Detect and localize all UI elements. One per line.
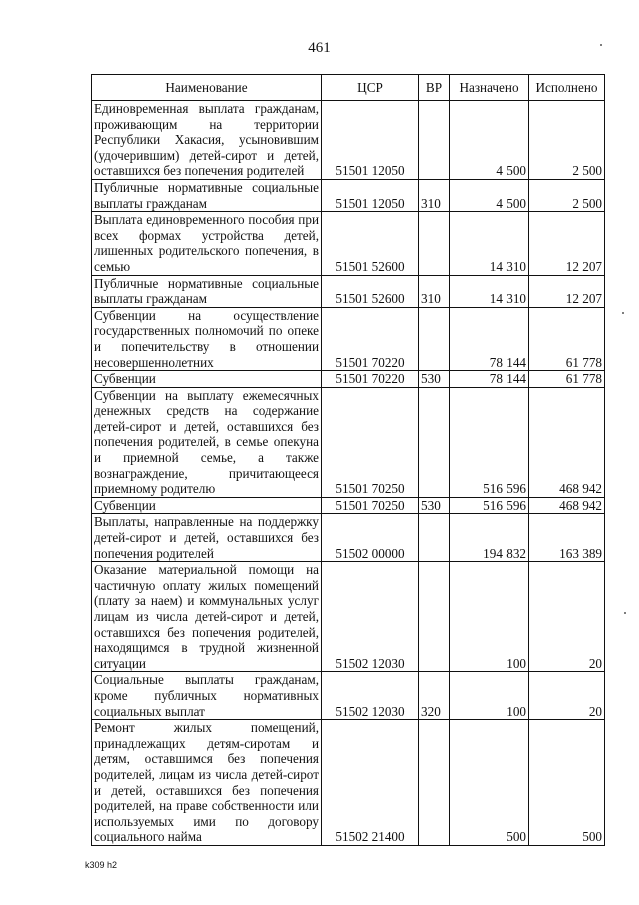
row-assigned: 14 310 [450,275,529,307]
table-row [92,101,605,180]
row-executed: 468 942 [529,387,605,497]
row-vr: 320 [419,672,450,720]
row-executed: 163 389 [529,514,605,562]
table-row [92,672,605,720]
row-vr: 310 [419,179,450,211]
row-csr: 51501 52600 [322,275,419,307]
row-name: Публичные нормативные социальные выплаты гражданам [92,275,322,307]
row-assigned: 14 310 [450,212,529,275]
row-vr: 530 [419,371,450,388]
row-vr [419,307,450,370]
row-assigned: 100 [450,672,529,720]
row-csr: 51502 00000 [322,514,419,562]
row-csr: 51501 52600 [322,212,419,275]
row-vr [419,562,450,672]
row-csr: 51501 12050 [322,101,419,180]
row-name: Выплаты, направленные на поддержку детей-сирот и детей, оставшихся без попечения родителей [92,514,322,562]
row-vr [419,101,450,180]
row-csr: 51501 70220 [322,307,419,370]
header-name: Наименование [92,75,322,101]
row-executed: 2 500 [529,179,605,211]
footer-code: k309 h2 [85,860,118,870]
row-csr: 51502 12030 [322,562,419,672]
row-executed: 61 778 [529,371,605,388]
table-row [92,720,605,846]
row-executed: 20 [529,562,605,672]
row-name: Ремонт жилых помещений, принадлежащих детям-сиротам и детям, оставшимся без попечения родителей, лицам из числа детей-сирот и детей, оставшихся без попечения родителей, на праве собственности или используемых ими по договору социального найма [92,720,322,846]
budget-table [91,74,605,846]
row-name: Выплата единовременного пособия при всех формах устройства детей, лишенных родительского попечения, в семью [92,212,322,275]
row-vr: 310 [419,275,450,307]
row-vr [419,514,450,562]
row-executed: 468 942 [529,497,605,514]
row-executed: 2 500 [529,101,605,180]
header-assigned: Назначено [450,75,529,101]
row-csr: 51501 70250 [322,387,419,497]
header-csr: ЦСР [322,75,419,101]
row-csr: 51501 70250 [322,497,419,514]
row-vr [419,387,450,497]
row-vr [419,720,450,846]
row-assigned: 516 596 [450,387,529,497]
page-number: 461 [308,40,331,56]
row-csr: 51501 70220 [322,371,419,388]
table-row [92,387,605,497]
row-assigned: 500 [450,720,529,846]
row-assigned: 78 144 [450,307,529,370]
table-row [92,497,605,514]
table-row [92,275,605,307]
row-executed: 500 [529,720,605,846]
row-name: Оказание материальной помощи на частичную оплату жилых помещений (плату за наем) и коммунальных услуг лицам из числа детей-сирот и детей, оставшихся без попечения родителей, находящимся в трудной жизненной ситуации [92,562,322,672]
row-csr: 51502 12030 [322,672,419,720]
row-executed: 61 778 [529,307,605,370]
row-assigned: 4 500 [450,101,529,180]
row-csr: 51501 12050 [322,179,419,211]
row-assigned: 516 596 [450,497,529,514]
scan-speck [622,312,624,314]
table-row [92,179,605,211]
scan-speck [624,612,626,614]
row-vr: 530 [419,497,450,514]
row-name: Субвенции [92,497,322,514]
row-vr [419,212,450,275]
row-name: Субвенции на осуществление государственных полномочий по опеке и попечительству в отношении несовершеннолетних [92,307,322,370]
row-executed: 12 207 [529,275,605,307]
row-executed: 12 207 [529,212,605,275]
table-header-row [92,75,605,101]
row-name: Публичные нормативные социальные выплаты гражданам [92,179,322,211]
table-row [92,562,605,672]
row-name: Единовременная выплата гражданам, проживающим на территории Республики Хакасия, усыновившим (удочерившим) детей-сирот и детей, оставшихся без попечения родителей [92,101,322,180]
table-row [92,212,605,275]
table-row [92,371,605,388]
row-assigned: 194 832 [450,514,529,562]
table-row [92,514,605,562]
row-name: Субвенции на выплату ежемесячных денежных средств на содержание детей-сирот и детей, оставшихся без попечения родителей, в семье опекуна и приемной семье, а также вознаграждение, причитающееся приемному родителю [92,387,322,497]
row-name: Субвенции [92,371,322,388]
header-executed: Исполнено [529,75,605,101]
table-row [92,307,605,370]
row-assigned: 100 [450,562,529,672]
row-executed: 20 [529,672,605,720]
row-assigned: 78 144 [450,371,529,388]
header-vr: ВР [419,75,450,101]
row-assigned: 4 500 [450,179,529,211]
scan-speck [600,44,602,46]
row-csr: 51502 21400 [322,720,419,846]
row-name: Социальные выплаты гражданам, кроме публичных нормативных социальных выплат [92,672,322,720]
